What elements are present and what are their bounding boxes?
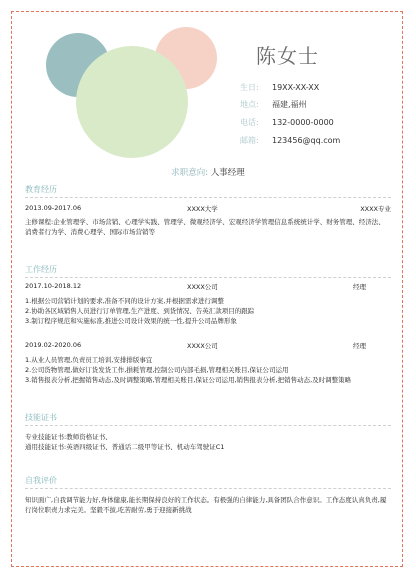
self-eval-text: 知识面广,自我调节能力好,身体健康,能长期保持良好的工作状态。有极强的自律能力,具备团队合作意识。工作态度认真负责,履行岗位职责力求完美。坚毅不拔,吃苦耐劳,勇于迎接新挑战 [25, 496, 387, 515]
section-divider [25, 488, 391, 489]
job-duty: 1.根据公司营销计划的要求,准备不同的设计方案,并根据需求进行调整 [25, 297, 224, 305]
info-label: 生日: [240, 83, 259, 92]
info-label: 邮箱: [240, 136, 259, 145]
job-duty: 3.制订程序规范和实施标准,推进公司设计效果的统一性,提升公司品牌形象 [25, 317, 237, 325]
info-value: 19XX-XX-XX [272, 83, 320, 92]
intent-value: 人事经理 [210, 168, 245, 178]
job-role: 经理 [353, 283, 366, 291]
job-company: XXXX公司 [187, 283, 218, 291]
info-value: 132-0000-0000 [272, 118, 334, 127]
info-phone [240, 117, 334, 128]
section-divider [25, 197, 391, 198]
section-divider [25, 425, 391, 426]
section-title-work: 工作经历 [25, 265, 57, 274]
job-role: 经理 [353, 342, 366, 350]
info-label: 地点: [240, 100, 259, 109]
info-value: 123456@qq.com [272, 136, 341, 145]
job-intent [0, 166, 416, 178]
info-value: 福建,福州 [272, 100, 307, 109]
job-duty: 2.公司货物管理,做好订货发货工作,損耗管理,控制公司内部毛损,管理相关账目,保证公司运用 [25, 366, 289, 374]
job-duty: 2.协助各区域销售人员进行订单管理,生产进度、到货情况、告英汇款项目的跟踪 [25, 307, 255, 315]
section-title-education: 教育经历 [25, 185, 57, 194]
section-title-skills: 技能证书 [25, 413, 57, 422]
decor-circle-green [76, 46, 188, 158]
skill-line: 专业技能证书:教师资格证书、 [25, 433, 112, 441]
job-company: XXXX公司 [187, 342, 218, 350]
info-birthday [240, 82, 319, 93]
education-major: XXXX专业 [360, 205, 391, 213]
section-divider [25, 277, 391, 278]
resume-name: 陈女士 [256, 44, 319, 68]
info-email [240, 135, 340, 146]
job-duty: 3.销售报表分析,把握销售动态,及时调整策略,管理相关账目,保证公司运用,销售报表分析,把销售动态,及时调整策略 [25, 376, 352, 384]
intent-label: 求职意向: [171, 168, 209, 178]
education-period: 2013.09-2017.06 [25, 204, 82, 212]
education-school: XXXX大学 [187, 205, 218, 213]
info-location [240, 99, 307, 110]
education-courses: 主修课程:企业管理学、市场营销、心理学实践、管理学、微观经济学、宏观经济学管理信息系统统计学、财务管理、经济法、消费者行为学、消费心理学、国际市场营销等 [25, 218, 385, 237]
info-label: 电话: [240, 118, 259, 127]
job-duty: 1.从业人员管理,负责员工培训,安排排版事宜 [25, 356, 153, 364]
skill-line: 通用技能证书:英语四级证书、普通话二级甲等证书、机动车驾驶证C1 [25, 443, 225, 451]
job-period: 2017.10-2018.12 [25, 282, 82, 290]
job-period: 2019.02-2020.06 [25, 341, 82, 349]
section-title-self-eval: 自我评价 [25, 476, 57, 485]
